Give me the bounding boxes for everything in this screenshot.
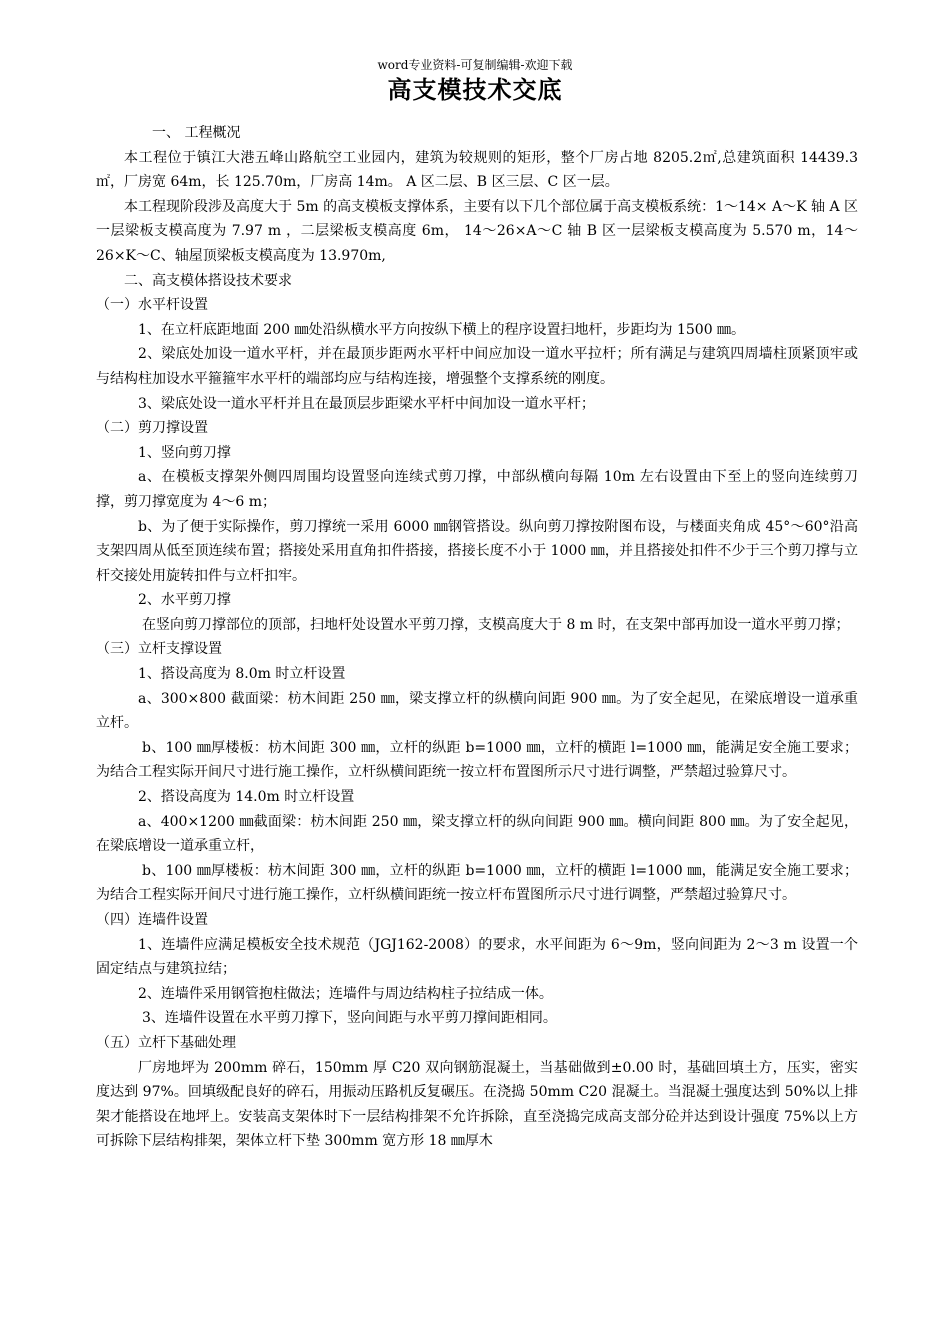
subsection-heading: （三）立杆支撑设置	[96, 641, 222, 658]
paragraph: a、300×800 截面梁：枋木间距 250 ㎜，梁支撑立杆的纵横向间距 900 ㎜。为了安全起见，在梁底增设一道承重立杆。	[96, 690, 858, 732]
paragraph: a、在模板支撑架外侧四周围均设置竖向连续式剪刀撑，中部纵横向每隔 10m 左右设置由下至上的竖向连续剪刀撑，剪刀撑宽度为 4～6 m；	[96, 469, 858, 510]
section-heading: 二、高支模体搭设技术要求	[124, 272, 292, 289]
subsection-heading: （二）剪刀撑设置	[96, 420, 208, 437]
paragraph: 本工程位于镇江大港五峰山路航空工业园内，建筑为较规则的矩形，整个厂房占地 8205.2㎡,总建筑面积 14439.3㎡，厂房宽 64m，长 125.70m，厂房高 14m。 A 区二层、B 区三层、C 区一层。	[96, 149, 858, 191]
paragraph: 3、梁底处设一道水平杆并且在最顶层步距梁水平杆中间加设一道水平杆；	[138, 395, 595, 412]
paragraph: b、为了便于实际操作，剪刀撑统一采用 6000 ㎜钢管搭设。纵向剪刀撑按附图布设，与楼面夹角成 45°～60°沿高支架四周从低至顶连续布置；搭接处采用直角扣件搭接，搭接长度不小于 1000 ㎜，并且搭接处扣件不少于三个剪刀撑与立杆交接处用旋转扣件与立杆扣牢。	[96, 518, 858, 584]
item-heading: 2、搭设高度为 14.0m 时立杆设置	[138, 789, 355, 806]
paragraph: 厂房地坪为 200mm 碎石，150mm 厚 C20 双向钢筋混凝土，当基础做到±0.00 时，基础回填土方，压实，密实度达到 97%。回填级配良好的碎石，用振动压路机反复碾压。在浇捣 50mm C20 混凝土。当混凝土强度达到 50%以上排架才能搭设在地坪上。安装高支架体时下一层结构排架不允许拆除，直至浇捣完成高支部分砼并达到设计强度 75%以上方可拆除下层结构排架，架体立杆下垫 300mm 宽方形 18 ㎜厚木	[96, 1059, 858, 1150]
paragraph: 2、梁底处加设一道水平杆，并在最顶步距两水平杆中间应加设一道水平拉杆；所有满足与建筑四周墙柱顶紧顶牢或与结构柱加设水平箍箍牢水平杆的端部均应与结构连接，增强整个支撑系统的刚度。	[96, 346, 858, 387]
paragraph: 1、在立杆底距地面 200 ㎜处沿纵横水平方向按纵下横上的程序设置扫地杆，步距均为 1500 ㎜。	[138, 321, 746, 338]
item-heading: 2、水平剪刀撑	[138, 592, 231, 609]
subsection-heading: （四）连墙件设置	[96, 912, 208, 928]
document-title: 高支模技术交底	[387, 75, 563, 104]
paragraph: b、100 ㎜厚楼板：枋木间距 300 ㎜，立杆的纵距 b=1000 ㎜，立杆的横距 l=1000 ㎜，能满足安全施工要求；为结合工程实际开间尺寸进行施工操作，立杆纵横间距统一按立杆布置图所示尺寸进行调整，严禁超过验算尺寸。	[96, 739, 858, 781]
paragraph: b、100 ㎜厚楼板：枋木间距 300 ㎜，立杆的纵距 b=1000 ㎜，立杆的横距 l=1000 ㎜，能满足安全施工要求；为结合工程实际开间尺寸进行施工操作，立杆纵横间距统一按立杆布置图所示尺寸进行调整，严禁超过验算尺寸。	[96, 862, 858, 904]
item-heading: 1、搭设高度为 8.0m 时立杆设置	[138, 666, 346, 683]
paragraph: 1、连墙件应满足模板安全技术规范（JGJ162-2008）的要求，水平间距为 6～9m，竖向间距为 2～3 m 设置一个固定结点与建筑拉结；	[96, 936, 858, 978]
paragraph: 本工程现阶段涉及高度大于 5m 的高支模板支撑体系，主要有以下几个部位属于高支模板系统：1～14× A～K 轴 A 区一层梁板支模高度为 7.97 m ，二层梁板支模高度 6m， 14～26×A～C 轴 B 区一层梁板支模高度为 5.570 m，14～26×K～C、轴屋顶梁板支模高度为 13.970m,	[96, 198, 859, 264]
paragraph: 在竖向剪刀撑部位的顶部，扫地杆处设置水平剪刀撑，支模高度大于 8 m 时，在支架中部再加设一道水平剪刀撑；	[142, 616, 850, 633]
item-heading: 1、竖向剪刀撑	[138, 444, 231, 461]
paragraph: 2、连墙件采用钢管抱柱做法；连墙件与周边结构柱子拉结成一体。	[138, 985, 553, 1002]
section-heading: 一、 工程概况	[152, 125, 241, 141]
paragraph: 3、连墙件设置在水平剪刀撑下，竖向间距与水平剪刀撑间距相同。	[142, 1010, 557, 1027]
paragraph: a、400×1200 ㎜截面梁：枋木间距 250 ㎜，梁支撑立杆的纵向间距 900 ㎜。横向间距 800 ㎜。为了安全起见，在梁底增设一道承重立杆，	[96, 813, 858, 855]
subsection-heading: （一）水平杆设置	[96, 297, 208, 314]
subsection-heading: （五）立杆下基础处理	[96, 1034, 236, 1051]
header-note: word专业资料-可复制编辑-欢迎下载	[377, 58, 573, 72]
document-body	[96, 121, 858, 1154]
